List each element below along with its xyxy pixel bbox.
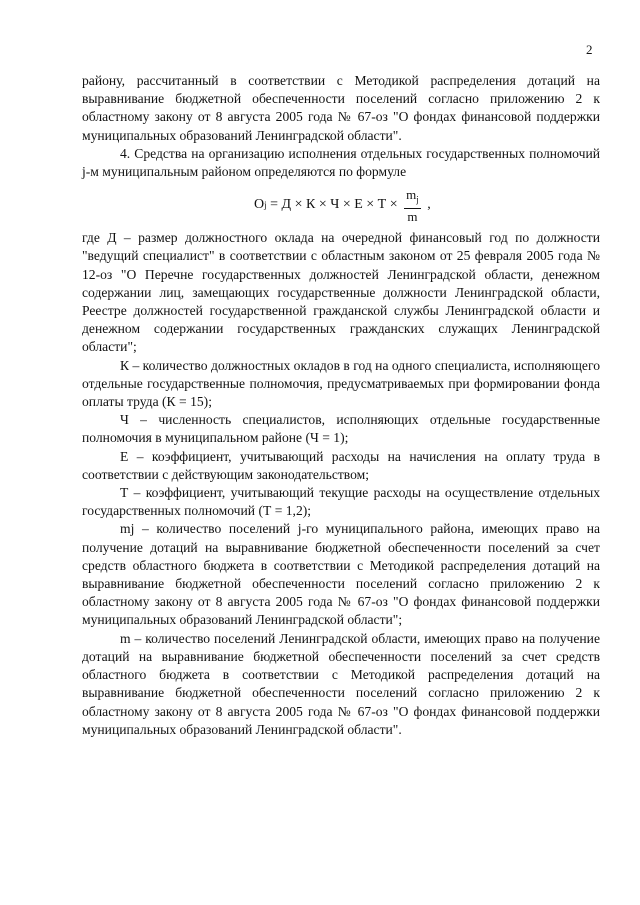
formula-lhs-subscript: j [264,200,267,211]
paragraph-continuation: району, рассчитанный в соответствии с Методикой распределения дотаций на выравнивание бюджетной обеспеченности поселений согласно приложению 2 к областному закону от 8 августа 2005 года № 67-оз "О фондах финансовой поддержки муниципальных образований Ленинградской области". [82,73,600,143]
definition-k: К – количество должностных окладов в год на одного специалиста, исполняющего отдельные государственные полномочия, предусматриваемых при формировании фонда оплаты труда (К = 15); [82,357,600,410]
formula-rhs: = Д × К × Ч × Е × Т × [266,197,402,213]
fraction-denominator: m [407,208,418,224]
formula [82,185,600,225]
fraction-numerator: $m_j$ [404,187,421,209]
document-body [82,72,600,739]
page-number: 2 [586,42,593,57]
definition-e: Е – коэффициент, учитывающий расходы на начисления на оплату труда в соответствии с действующим законодательством; [82,448,600,482]
definition-ch: Ч – численность специалистов, исполняющих отдельные государственные полномочия в муниципальном районе (Ч = 1); [82,412,600,446]
formula-lhs: O [254,197,265,213]
definition-m: m – количество поселений Ленинградской области, имеющих право на получение дотаций на выравнивание бюджетной обеспеченности поселений за счет средств областного бюджета в соответствии с Методикой распределения дотаций на выравнивание бюджетной обеспеченности поселений согласно приложению 2 к областному закону от 8 августа 2005 года № 67-оз "О фондах финансовой поддержки муниципальных образований Ленинградской области". [82,630,600,737]
definition-d: где Д – размер должностного оклада на очередной финансовый год по должности "ведущий специалист" в соответствии с областным законом от 25 февраля 2005 года № 12-оз "О Перечне государственных должностей Ленинградской области, денежном содержании лиц, замещающих государственные должности Ленинградской области, Реестре должностей государственной гражданской службы Ленинградской области и денежном содержании государственных гражданских служащих Ленинградской области"; [82,230,600,355]
paragraph-item-4: 4. Средства на организацию исполнения отдельных государственных полномочий j-м муниципальным районом определяются по формуле [82,145,600,180]
formula-tail: , [423,197,431,213]
definition-t: Т – коэффициент, учитывающий текущие расходы на осуществление отдельных государственных полномочий (Т = 1,2); [82,485,600,519]
definition-mj: mj – количество поселений j-го муниципального района, имеющих право на получение дотаций на выравнивание бюджетной обеспеченности поселений за счет средств областного бюджета в соответствии с Методикой распределения дотаций на выравнивание бюджетной обеспеченности поселений согласно приложению 2 к областному закону от 8 августа 2005 года № 67-оз "О фондах финансовой поддержки муниципальных образований Ленинградской области"; [82,521,600,628]
formula-fraction [404,187,421,224]
